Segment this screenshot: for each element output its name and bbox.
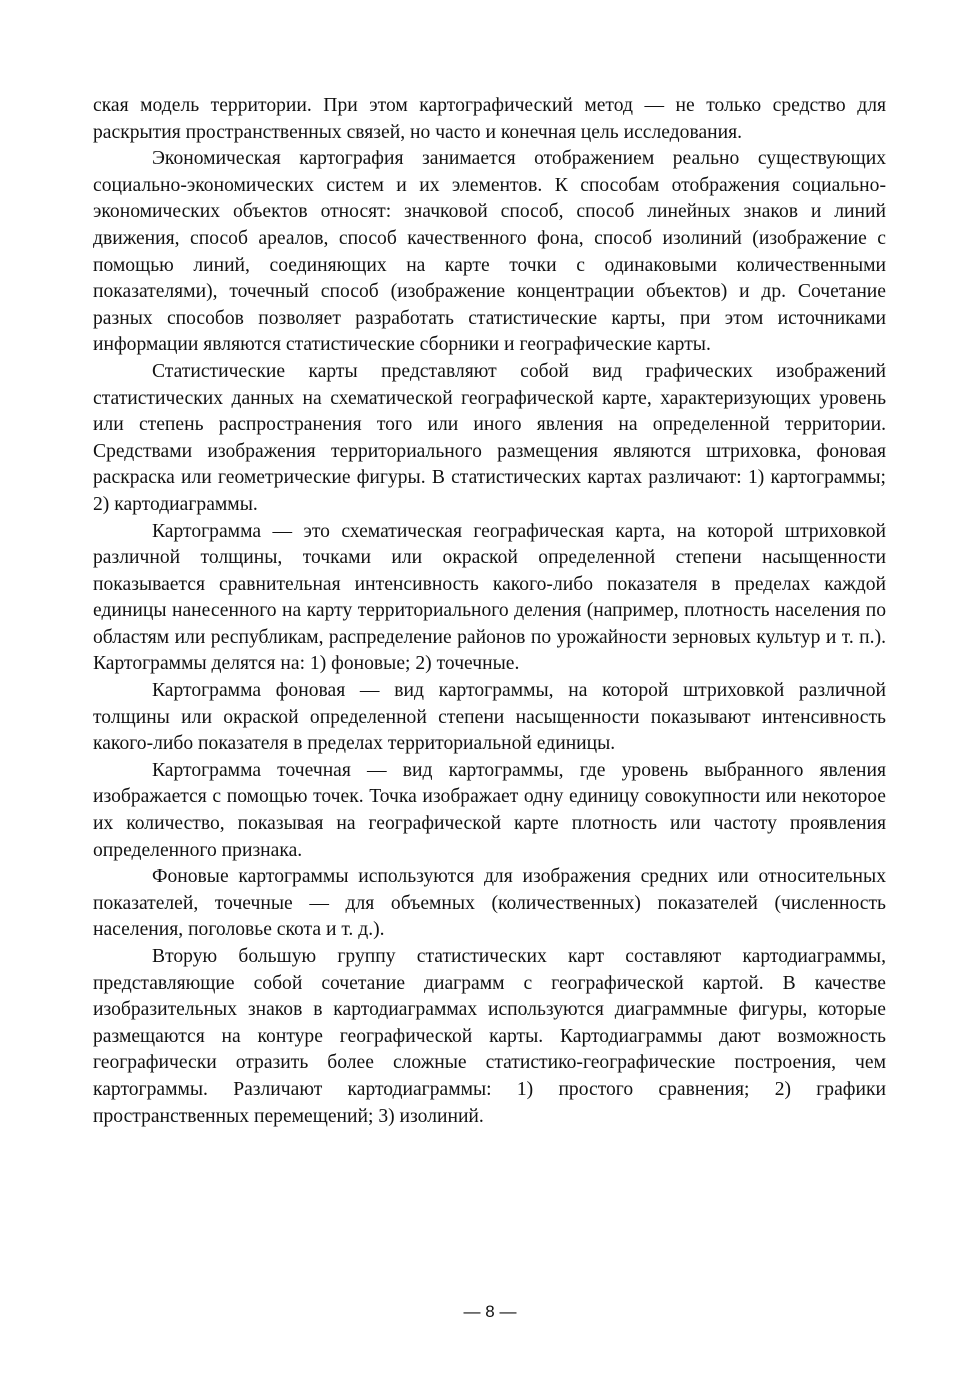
- paragraph-continuation: ская модель территории. При этом картографический метод — не только средство для раскрытия пространственных связей, но часто и конечная цель исследования.: [93, 95, 886, 143]
- paragraph-dot-cartogram: Картограмма точечная — вид картограммы, где уровень выбранного явления изображается с помощью точек. Точка изображает одну единицу совокупности или некоторое их количество, показывая на географической карте плотность или частоту проявления определенного признака.: [93, 759, 886, 861]
- paragraph-cartogram-usage: Фоновые картограммы используются для изображения средних или относительных показателей, точечные — для объемных (количественных) показателей (численность населения, поголовье скота и т. д.).: [93, 866, 886, 941]
- paragraph-background-cartogram: Картограмма фоновая — вид картограммы, на которой штриховкой различной толщины или окраской определенной степени насыщенности показывают интенсивность какого-либо показателя в пределах территориальной единицы.: [93, 680, 886, 755]
- paragraph-cartogram: Картограмма — это схематическая географическая карта, на которой штриховкой различной толщины, точками или окраской определенной степени насыщенности показывается сравнительная интенсивность какого-либо показателя в пределах каждой единицы нанесенного на карту территориального деления (например, плотность населения по областям или республикам, распределение районов по урожайности зерновых культур и т. п.). Картограммы делятся на: 1) фоновые; 2) точечные.: [93, 520, 886, 675]
- paragraph-statistical-maps: Статистические карты представляют собой вид графических изображений статистических данных на схематической географической карте, характеризующих уровень или степень распространения того или иного явления на определенной территории. Средствами изображения территориального размещения являются штриховка, фоновая раскраска или геометрические фигуры. В статистических картах различают: 1) картограммы; 2) картодиаграммы.: [93, 360, 886, 515]
- page-number: — 8 —: [463, 1302, 517, 1321]
- paragraph-economic-cartography: Экономическая картография занимается отображением реально существующих социально-экономических систем и их элементов. К способам отображения социально-экономических объектов относят: значковой способ, способ линейных знаков и линий движения, способ ареалов, способ качественного фона, способ изолиний (изображение с помощью линий, соединяющих на карте точки с одинаковыми количественными показателями), точечный способ (изображение концентрации объектов) и др. Сочетание разных способов позволяет разработать статистические карты, при этом источниками информации являются статистические сборники и географические карты.: [93, 148, 886, 356]
- document-body: [93, 93, 886, 1130]
- paragraph-cartodiagrams: Вторую большую группу статистических карт составляют картодиаграммы, представляющие собой сочетание диаграмм с географической картой. В качестве изобразительных знаков в картодиаграммах используются диаграммные фигуры, которые размещаются на контуре географической карты. Картодиаграммы дают возможность географически отразить более сложные статистико-географические построения, чем картограммы. Различают картодиаграммы: 1) простого сравнения; 2) графики пространственных перемещений; 3) изолиний.: [93, 946, 886, 1127]
